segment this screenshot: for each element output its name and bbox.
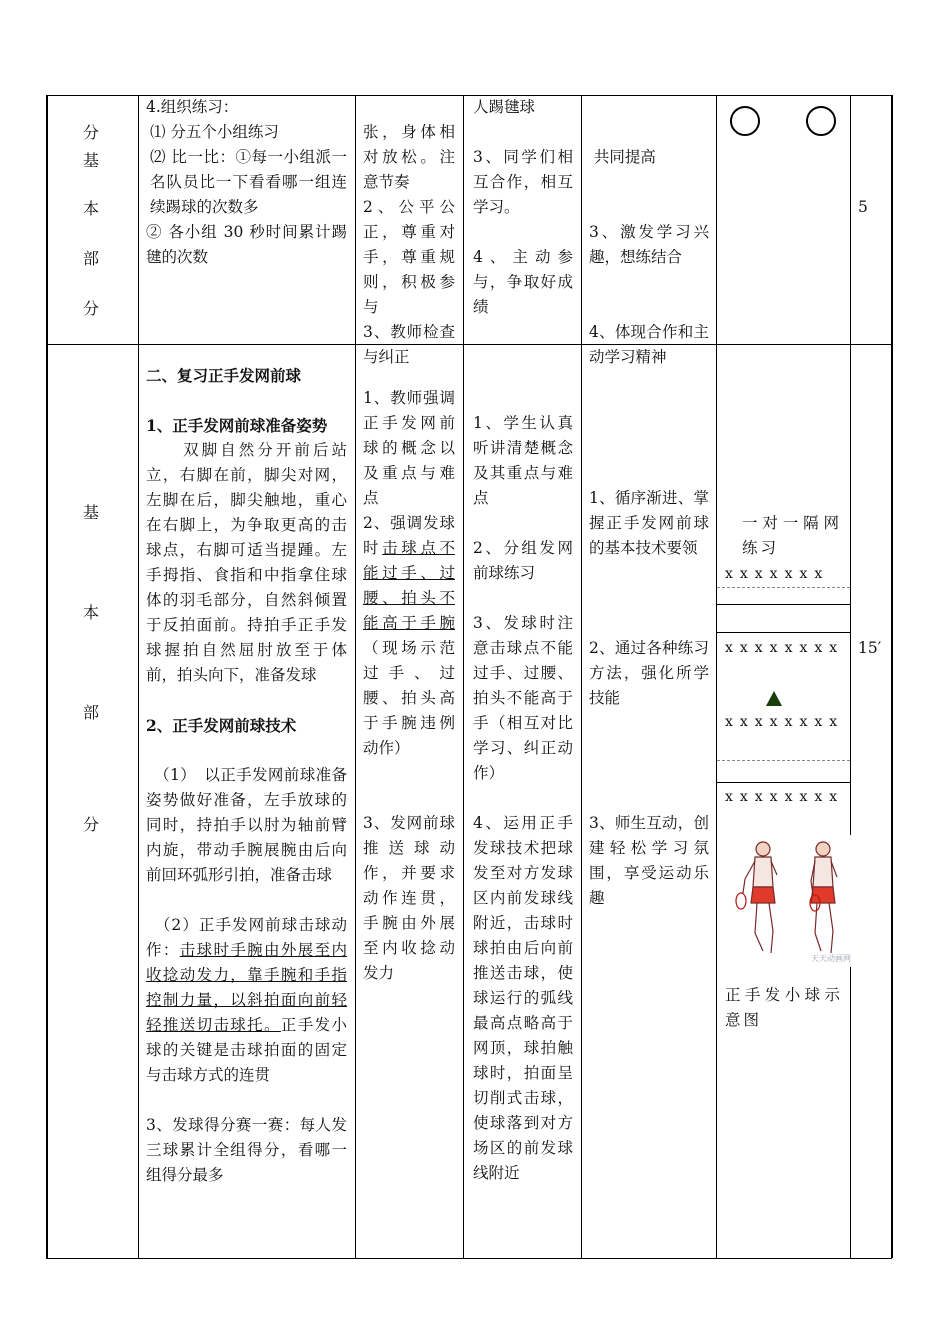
teacher-text-part: 2、强调发球时	[363, 514, 455, 557]
section-char: 基	[82, 151, 99, 170]
row2-goal	[589, 486, 709, 911]
dashed-divider	[717, 760, 850, 761]
column-divider	[716, 95, 717, 1258]
formation-row: xxxxxxxx	[725, 714, 845, 730]
teacher-text: 3、发网前球推送球动作，并要求动作连贯，手腕由外展至内收捻动发力	[363, 814, 455, 982]
row1-goal	[589, 95, 709, 420]
student-text: 3、发球时注意击球点不能过手、过腰、拍头不能高于手（相互对比学习、纠正动作）	[473, 614, 573, 782]
goal-text: 1、循序渐进、掌握正手发网前球的基本技术要领	[589, 489, 709, 557]
net-line	[717, 782, 850, 783]
student-text: 1、学生认真听讲清楚概念及其重点与难点	[473, 414, 573, 507]
content-line: ⑵ 比一比：①每一小组派一名队员比一下看看哪一组连续踢球的次数多	[150, 148, 347, 216]
row2-content	[146, 363, 347, 1188]
teacher-text-part: （现场示范过手、过腰、拍头高于手腕违例动作）	[363, 639, 455, 757]
content-heading: 二、复习正手发网前球	[146, 366, 302, 385]
org-label	[742, 511, 842, 561]
teacher-text: 张，身体相对放松。注意节奏 2、公平公正，尊重对手，尊重规则，积极参与 3、教师检查与纠正	[363, 123, 455, 366]
section-char: 部	[82, 703, 99, 722]
content-subheading: 2、正手发网前球技术	[146, 716, 297, 735]
row1-time	[858, 195, 888, 220]
row1-student	[473, 95, 573, 320]
column-divider	[581, 95, 582, 1258]
column-divider	[850, 95, 851, 1258]
content-paragraph: 双脚自然分开前后站立，右脚在前，脚尖对网，左脚在后，脚尖触地，重心在右脚上，为争取更高的击球点，右脚可适当提踵。左手拇指、食指和中指拿住球体的羽毛部分，自然斜倾置于反拍面前。持拍手正手发球握拍自然屈肘放至于体前，拍头向下，准备发球	[146, 441, 347, 684]
section-char: 分	[82, 299, 99, 318]
time-value: 5	[858, 198, 868, 216]
column-divider	[138, 95, 139, 1258]
net-line	[717, 604, 850, 605]
dashed-divider	[717, 587, 850, 588]
section-label-top	[76, 120, 106, 319]
student-text: 3、同学们相互合作，相互学习。	[473, 148, 573, 216]
content-subheading: 1、正手发网前球准备姿势	[146, 416, 328, 435]
table-border-right	[891, 95, 893, 1258]
column-divider	[463, 95, 464, 1258]
student-text: 人踢毽球	[473, 98, 536, 116]
content-underlined-text: 击球时手腕由外展至内收捻动发力，靠手腕和手指控制力量，以斜拍面向前轻轻推送切击球托。	[146, 941, 347, 1034]
formation-row: xxxxxxxx	[725, 640, 845, 656]
org-caption	[725, 983, 843, 1033]
formation-row: xxxxxxxx	[725, 789, 845, 805]
section-char: 基	[82, 503, 99, 522]
section-char: 本	[82, 603, 99, 622]
student-text: 4、主动参与，争取好成绩	[473, 248, 573, 316]
row2-student	[473, 411, 573, 1186]
goal-text: 4、体现合作和主动学习精神	[589, 323, 709, 366]
row2-teacher	[363, 386, 455, 986]
goal-text: 2、通过各种练习方法，强化所学技能	[589, 639, 709, 707]
table-border-left	[46, 95, 48, 1258]
table-border-bottom	[46, 1258, 892, 1259]
section-char: 分	[82, 815, 99, 834]
content-paragraph: （1） 以正手发网前球准备姿势做好准备，左手放球的同时，持拍手以肘为轴前臂内旋，带动手腕展腕由后向前回环弧形引拍，准备击球	[146, 766, 347, 884]
section-char: 分	[82, 123, 99, 142]
row-divider	[46, 344, 892, 345]
content-paragraph	[146, 913, 347, 1088]
org-label-text: 一对一隔网练习	[742, 514, 842, 557]
teacher-underlined-text: 击球点不能过手、过腰、拍头不能高于手腕	[363, 539, 455, 632]
teacher-text	[363, 511, 455, 761]
formation-circle-icon	[806, 106, 836, 136]
section-char: 本	[82, 199, 99, 218]
content-text: （2）正手发网前球击球动作：	[146, 916, 347, 959]
content-text: 正手发小球的关键是击球拍面的固定与击球方式的连贯	[146, 1016, 347, 1084]
section-label-main	[76, 500, 106, 835]
illustration-watermark: 天天动画网	[811, 954, 851, 963]
time-value: 15′	[858, 639, 882, 657]
net-line	[717, 632, 850, 633]
formation-row: xxxxxxx	[725, 566, 830, 582]
row1-teacher	[363, 95, 455, 395]
content-line: ⑴ 分五个小组练习	[150, 123, 279, 141]
formation-circle-icon	[730, 106, 760, 136]
goal-text: 3、师生互动，创建轻松学习氛围，享受运动乐趣	[589, 814, 709, 907]
student-text: 2、分组发网前球练习	[473, 539, 573, 582]
row2-time	[858, 636, 882, 661]
row1-content	[146, 95, 347, 270]
column-divider	[355, 95, 356, 1258]
student-text: 4、运用正手发球技术把球发至对方发球区内前发球线附近，击球时球拍由后向前推送击球，使球运行的弧线最高点略高于网顶，球拍触球时，拍面呈切削式击球，使球落到对方场区的前发球线附近	[473, 814, 573, 1182]
badminton-serve-illustration	[727, 835, 851, 967]
content-paragraph: 3、发球得分赛一赛：每人发三球累计全组得分，看哪一组得分最多	[146, 1116, 347, 1184]
teacher-text: 1、教师强调正手发网前球的概念以及重点与难点	[363, 389, 455, 507]
content-line: 4.组织练习：	[146, 98, 239, 116]
goal-text: 3、激发学习兴趣，想练结合	[589, 223, 709, 266]
content-line: ② 各小组 30 秒时间累计踢毽的次数	[146, 223, 347, 266]
teacher-marker-icon	[766, 691, 782, 706]
caption-text: 正手发小球示意图	[725, 986, 843, 1029]
section-char: 部	[82, 249, 99, 268]
goal-text: 共同提高	[589, 148, 656, 166]
